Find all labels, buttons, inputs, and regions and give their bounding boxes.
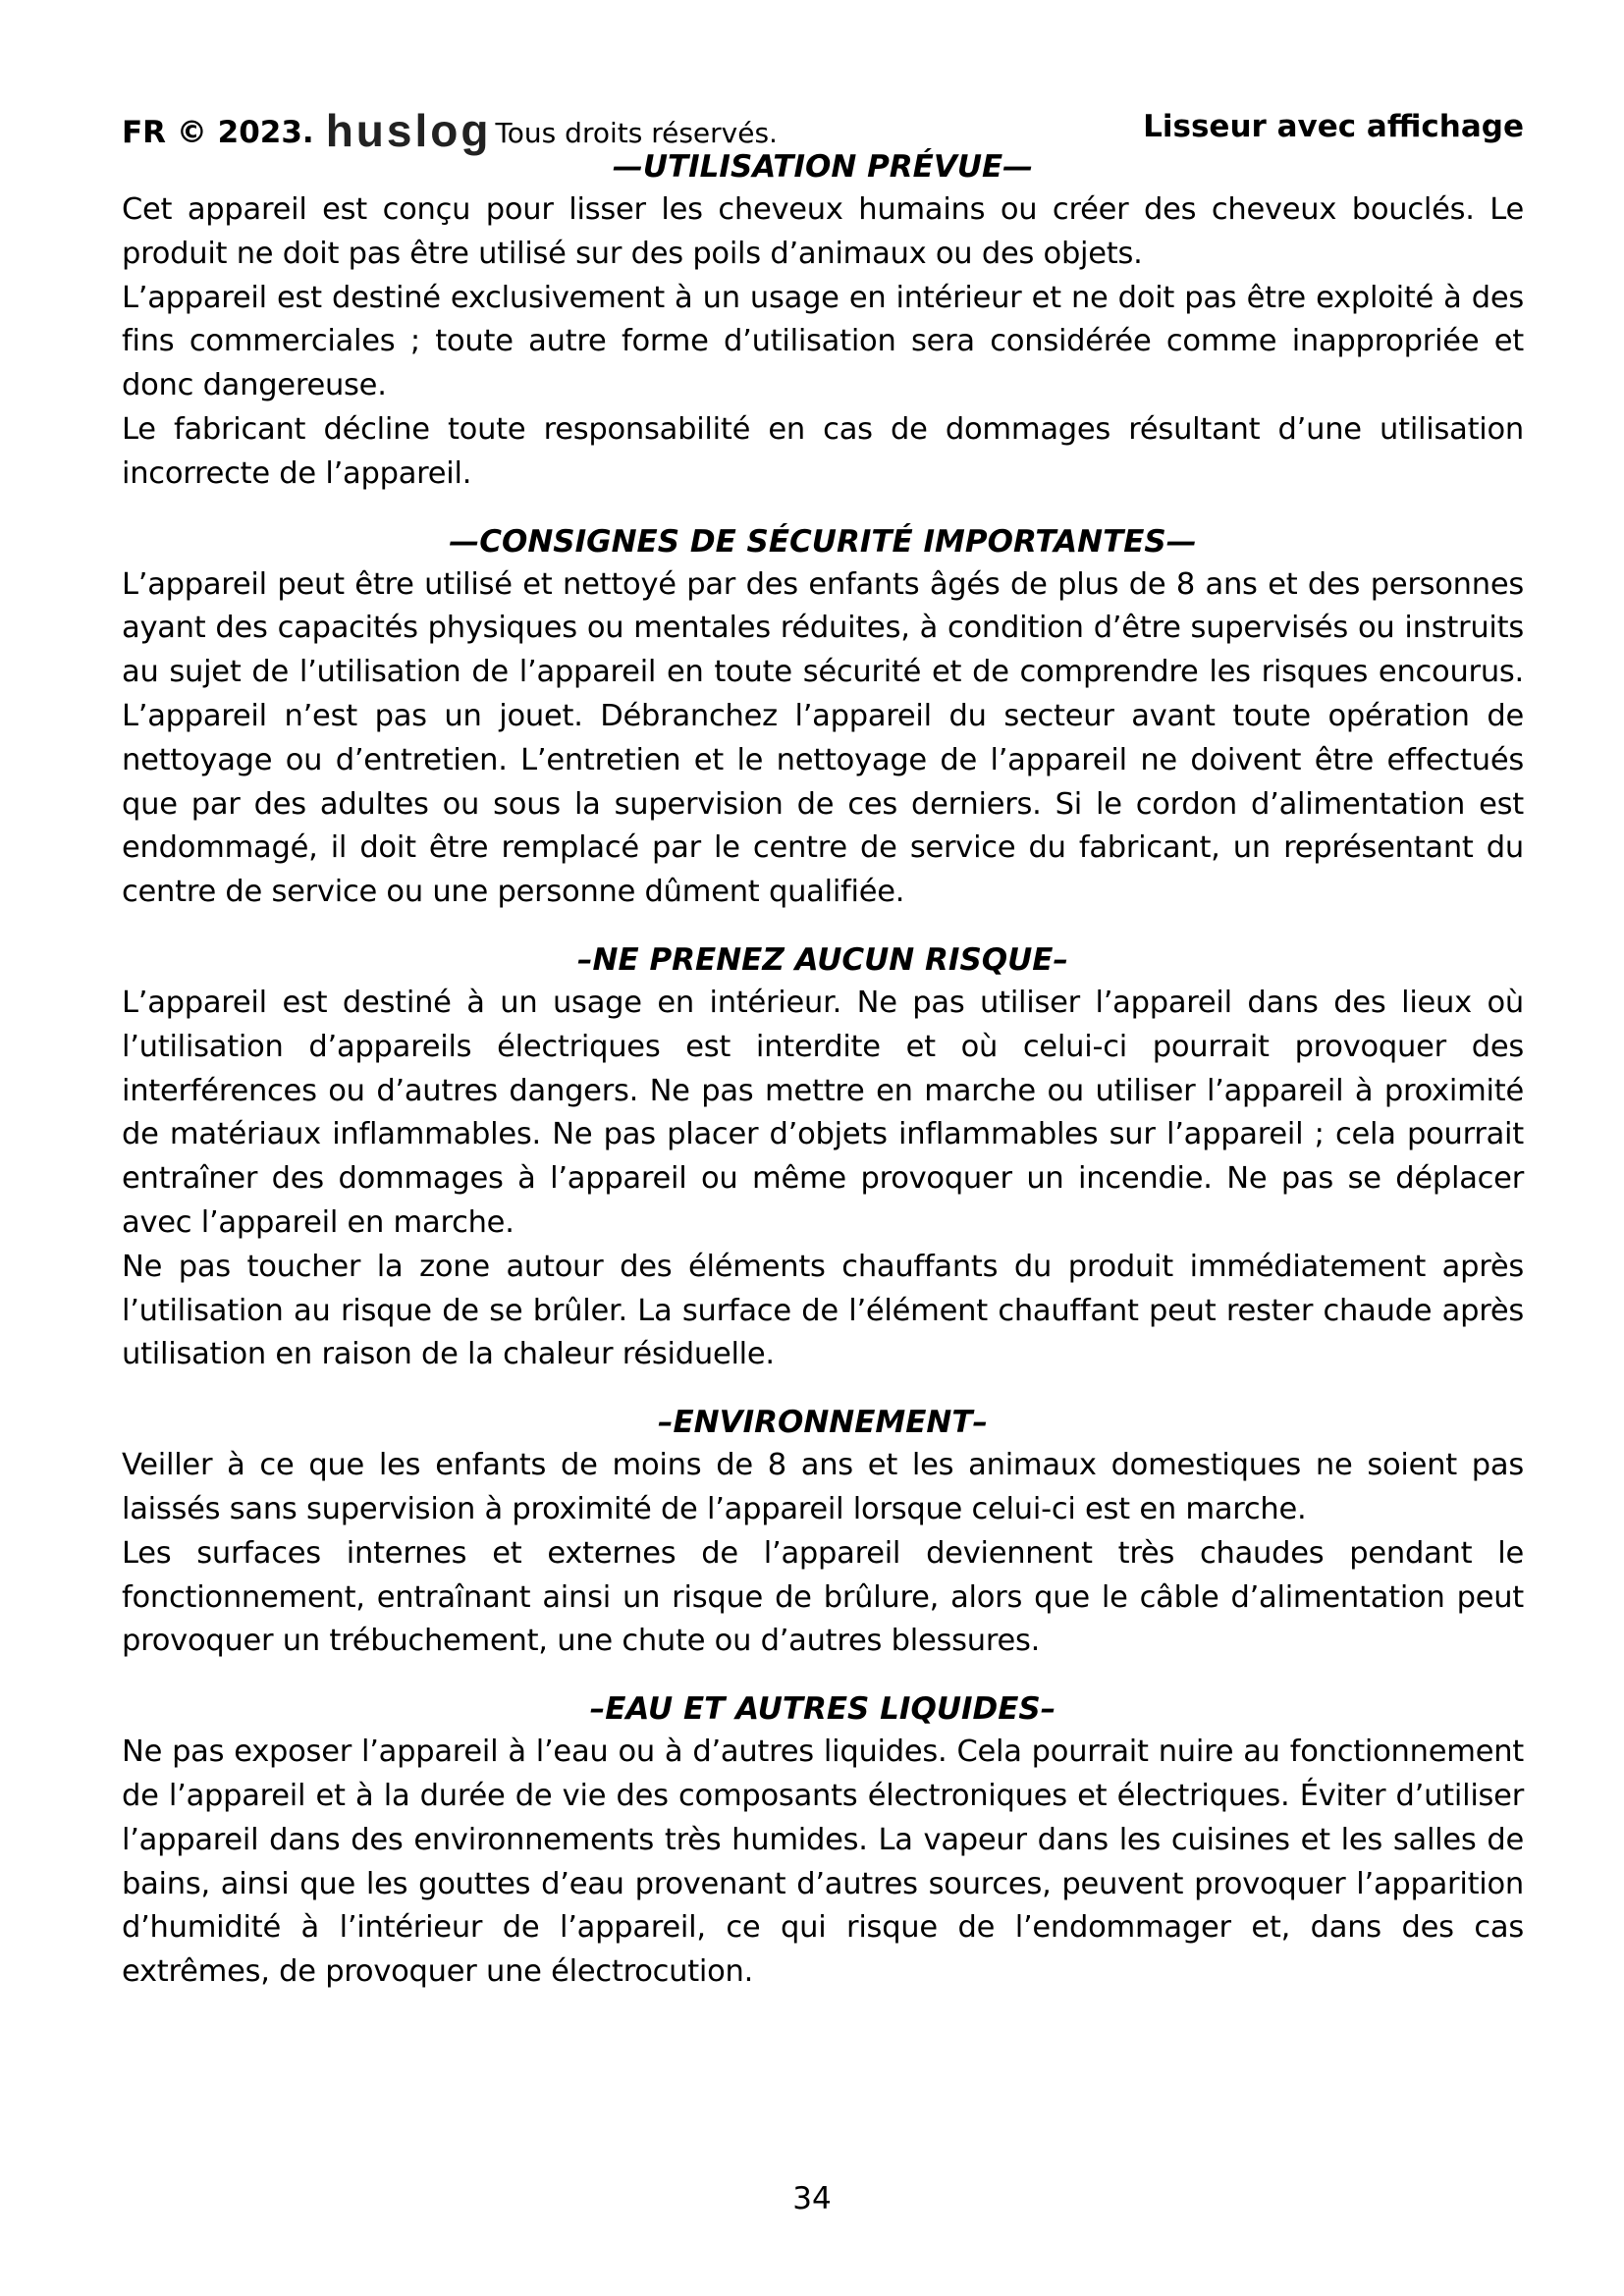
copyright-notice: FR © 2023.	[122, 115, 314, 150]
section-water-liquids	[122, 1687, 1524, 1995]
paragraph: L’appareil est destiné à un usage en intérieur. Ne pas utiliser l’appareil dans des lieux où l’utilisation d’appareils électriques est interdite et où celui-ci pourrait provoquer des interférences ou d’autres dangers. Ne pas mettre en marche ou utiliser l’appareil à proximité de matériaux inflammables. Ne pas placer d’objets inflammables sur l’appareil ; cela pourrait entraîner des dommages à l’appareil ou même provoquer un incendie. Ne pas se déplacer avec l’appareil en marche.	[122, 985, 1524, 1240]
paragraph: Ne pas toucher la zone autour des éléments chauffants du produit immédiatement après l’utilisation au risque de se brûler. La surface de l’élément chauffant peut rester chaude après utilisation en raison de la chaleur résiduelle.	[122, 1249, 1524, 1372]
product-name: Lisseur avec affichage	[1143, 109, 1524, 144]
paragraph: Ne pas exposer l’appareil à l’eau ou à d’autres liquides. Cela pourrait nuire au fonctionnement de l’appareil et à la durée de vie des composants électroniques et électriques. Éviter d’utiliser l’appareil dans des environnements très humides. La vapeur dans les cuisines et les salles de bains, ainsi que les gouttes d’eau provenant d’autres sources, peuvent provoquer l’apparition d’humidité à l’intérieur de l’appareil, ce qui risque de l’endommager et, dans des cas extrêmes, de provoquer une électrocution.	[122, 1735, 1524, 1990]
section-title: –EAU ET AUTRES LIQUIDES–	[589, 1691, 1056, 1728]
paragraph: Les surfaces internes et externes de l’appareil deviennent très chaudes pendant le fonctionnement, entraînant ainsi un risque de brûlure, alors que le câble d’alimentation peut provoquer un trébuchement, une chute ou d’autres blessures.	[122, 1535, 1524, 1659]
paragraph: L’appareil peut être utilisé et nettoyé par des enfants âgés de plus de 8 ans et des personnes ayant des capacités physiques ou mentales réduites, à condition d’être supervisés ou instruits au sujet de l’utilisation de l’appareil en toute sécurité et de comprendre les risques encourus. L’appareil n’est pas un jouet. Débranchez l’appareil du secteur avant toute opération de nettoyage ou d’entretien. L’entretien et le nettoyage de l’appareil ne doivent être effectués que par des adultes ou sous la supervision de ces derniers. Si le cordon d’alimentation est endommagé, il doit être remplacé par le centre de service du fabricant, un représentant du centre de service ou une personne dûment qualifiée.	[122, 566, 1524, 910]
section-title: —CONSIGNES DE SÉCURITÉ IMPORTANTES—	[449, 523, 1197, 560]
section-title: –ENVIRONNEMENT–	[657, 1405, 989, 1441]
page-number: 34	[792, 2181, 832, 2216]
rights-notice: Tous droits réservés.	[495, 117, 778, 149]
brand-logo: huslog	[325, 105, 492, 156]
section-no-risk	[122, 938, 1524, 1377]
section-title: —UTILISATION PRÉVUE—	[612, 149, 1034, 185]
manual-page	[122, 102, 1524, 2018]
section-title: –NE PRENEZ AUCUN RISQUE–	[577, 941, 1068, 978]
paragraph: Cet appareil est conçu pour lisser les cheveux humains ou créer des cheveux bouclés. Le produit ne doit pas être utilisé sur des poils d’animaux ou des objets.	[122, 192, 1524, 271]
section-environment	[122, 1401, 1524, 1664]
section-safety-instructions	[122, 520, 1524, 915]
paragraph: L’appareil est destiné exclusivement à un usage en intérieur et ne doit pas être exploité à des fins commerciales ; toute autre forme d’utilisation sera considérée comme inappropriée et donc dangereuse.	[122, 280, 1524, 403]
paragraph: Le fabricant décline toute responsabilité en cas de dommages résultant d’une utilisation incorrecte de l’appareil.	[122, 411, 1524, 491]
page-header	[122, 102, 1524, 156]
section-intended-use	[122, 145, 1524, 497]
header-left	[122, 102, 778, 158]
paragraph: Veiller à ce que les enfants de moins de 8 ans et les animaux domestiques ne soient pas laissés sans supervision à proximité de l’appareil lorsque celui-ci est en marche.	[122, 1448, 1524, 1526]
